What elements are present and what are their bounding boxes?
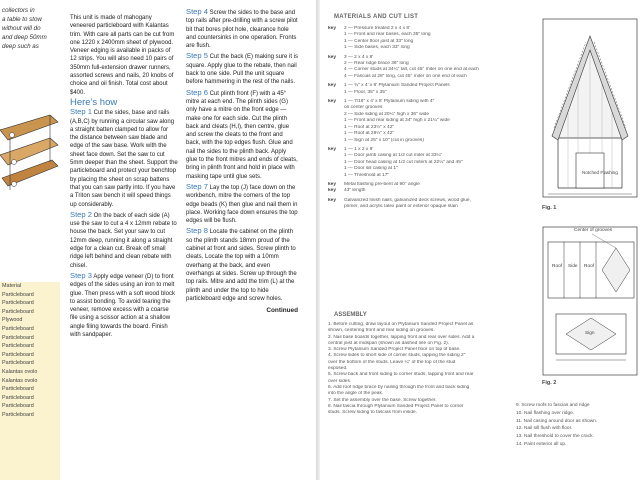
list-text: 2 — Side siding at 20¼" high x 36" wide	[344, 111, 430, 117]
continued-steps	[516, 402, 636, 449]
list-item: shown, centering front and rear siding on grooves.	[328, 328, 435, 334]
table-row: Particleboard	[2, 386, 34, 393]
list-text: 1 — 7/16" x 4' x 8' Plytanium siding with 4"	[344, 99, 435, 105]
fig2-diagram	[542, 226, 638, 376]
step-title: Step 3	[70, 270, 92, 280]
fig1-note: Notched Flashing	[582, 170, 618, 175]
list-item: over sides.	[328, 378, 352, 384]
intro-text	[2, 6, 58, 51]
list-key: key	[328, 146, 337, 152]
table-row: Material	[2, 283, 22, 289]
list-item: 11. Nail casing around door as shown.	[516, 418, 598, 424]
list-key: key	[328, 99, 337, 105]
step-4	[186, 8, 298, 50]
table-row: Particleboard	[2, 300, 34, 307]
table-row: Particleboard	[2, 343, 34, 350]
step-text: Lay the top (J) face down on the workbench, mitre the corners of the top edge beads (K) then glue and nail them in place. Working face down ensures the top edges will be flush.	[186, 184, 298, 225]
intro-line: a table to stow	[2, 16, 42, 23]
list-item	[328, 204, 508, 210]
cut-list	[328, 26, 508, 211]
right-column	[186, 8, 298, 315]
list-text: 3 — 2 x 4 x 8'	[344, 54, 374, 60]
continued-note: Continued	[266, 307, 298, 315]
table-row: Particleboard	[2, 403, 34, 410]
intro-line: and deep 50mm	[2, 34, 47, 41]
fig2-label-sign: Sign	[585, 331, 595, 336]
list-text: 1 — Side bases, each 33" long	[344, 45, 410, 51]
step-title: Step 4	[186, 7, 208, 16]
list-text: 4 — Corner studs at 34¼" tall, cut 45° miter on one end at each	[344, 67, 479, 73]
table-row: Kalantas ovolo	[2, 368, 38, 375]
step-title: Step 7	[186, 181, 208, 191]
list-item: 7. Set the assembly over the base. Screw together.	[328, 397, 437, 403]
fig1-label: Fig. 1	[542, 205, 557, 211]
list-item: studs. Screw siding to fascias from inside.	[328, 410, 418, 416]
fig2-center-label: Center of grooves	[574, 228, 613, 233]
list-item: 10. Nail flashing over ridge.	[516, 410, 575, 416]
list-item: 9. Screw roofs to fascias and ridge	[516, 403, 590, 408]
list-item: 14. Paint exterior all up.	[516, 441, 567, 447]
step-2	[70, 211, 178, 270]
list-text: 1 — Front and rear bases, each 35" long	[344, 32, 431, 38]
table-row: Particleboard	[2, 308, 34, 315]
list-key: key	[328, 54, 337, 60]
list-text: 1 — Sign at 25" x 10" (cut in grooves)	[344, 137, 424, 143]
list-text: 43" length	[344, 188, 366, 194]
list-item: 3. Screw Plytanium Sanded Project Panel floor on top of base.	[328, 347, 461, 353]
table-row: Kalantas ovolo	[2, 377, 38, 384]
list-item: 2. Nail base boards together, lapping front and rear over sides. Add a	[328, 334, 475, 340]
step-7	[186, 183, 298, 225]
table-row: Particleboard	[2, 360, 34, 367]
list-text: 1 — Floor, 35" x 35"	[344, 89, 387, 95]
list-key: key	[328, 188, 337, 194]
list-key: key	[328, 197, 337, 203]
list-item: 8. Nail fascia through Plytanium Sanded Project Panel to corner	[328, 403, 464, 409]
list-text: 1 — Front and rear siding at 34" high x 21¼" wide	[344, 118, 450, 124]
list-item: 5. Screw back and front siding to corner studs, lapping front and rear	[328, 372, 474, 378]
list-key: key	[328, 26, 337, 31]
step-text: Screw the sides to the base and top rails after pre-drilling with a screw pilot bit that bores pilot hole, clearance hole and countersinks in one operation. Fronts are flush.	[186, 10, 298, 50]
intro-line: deep such as	[2, 43, 39, 50]
step-6	[186, 89, 298, 181]
list-text: 1 — Door head casing at 1/2 cut miters at 22¼" and 45"	[344, 159, 463, 165]
list-item: into the angle of the peak.	[328, 391, 384, 397]
list-text: 1 — Door sill casing at 1"	[344, 166, 398, 172]
step-title: Step 6	[186, 87, 208, 97]
list-item: 12. Nail sill flush with floor.	[516, 426, 573, 432]
left-column	[70, 14, 178, 341]
list-item: exposed.	[328, 366, 348, 372]
list-text: 1 — Center floor joist at 33" long	[344, 38, 414, 44]
list-text: 1 — Door jamb casing at 1/2 cut miter at 33¼"	[344, 153, 443, 159]
list-text: 1 — 1 x 2 x 8'	[344, 146, 374, 152]
left-page	[0, 0, 316, 480]
list-item: 13. Nail threshold to cover the crack.	[516, 434, 594, 440]
assembly-list	[328, 322, 512, 416]
step-title: Step 8	[186, 226, 208, 236]
list-text: Metal flashing pre-bent at 90° angle	[344, 181, 420, 187]
fig2-label: Fig. 2	[542, 380, 557, 386]
list-text: primer, and acrylic latex paint or exterior opaque stain	[344, 204, 458, 210]
step-text: Locate the cabinet on the plinth so the plinth stands 18mm proud of the cabinet at front and sides. Screw plinth to cleats. Locate the top with a 10mm overhang at the back, and even overhangs at sides. Screw up through the top rails. Mitre and add the trim (L) at the plinth and under the top to hide particleboard edge and screw holes.	[186, 229, 297, 302]
table-row: Particleboard	[2, 334, 34, 341]
list-text: 1 — Roof at 23½" x 42"	[344, 124, 395, 130]
table-row: Particleboard	[2, 325, 34, 332]
list-item: central joist at midspan (shown as dashed line on Fig. 2).	[328, 340, 450, 346]
step-text: On the back of each side (A) use the saw to cut a 4 x 12mm rebate to house the back. Set your saw to cut 12mm deep, running it along a straight edge for a clean cut. Break off small ridge left behind and clean rebate with chisel.	[70, 212, 177, 269]
list-text: 1 — Roof at 29½" x 42"	[344, 131, 395, 137]
list-key: key	[328, 83, 337, 89]
step-text: Apply edge veneer (D) to front edges of the sides using an iron to melt glue. Then press with a soft wood block to assist bonding. To avoid tearing the veneer, remove excess with a coarse file using a scissor action at a shallow angle filing towards the board. Finish with sandpaper.	[70, 273, 175, 338]
list-item: over the bottom of the studs. Leave ¼" of the top of the stud	[328, 359, 456, 365]
list-item: 1. Before cutting, draw layout on Plytanium Sanded Project Panel as	[328, 322, 474, 327]
table-row: Particleboard	[2, 291, 34, 298]
list-text: 4 — Fascias at 28" long, cut 45° miter on one end of each	[344, 73, 467, 79]
step-title: Step 5	[186, 51, 208, 61]
table-row: Particleboard	[2, 411, 34, 418]
step-5	[186, 52, 298, 86]
list-item: 6. Add roof ridge brace by nailing through the front and back siding	[328, 384, 470, 390]
list-item: 4. Screw sides to short side of corner studs, lapping the siding 2"	[328, 353, 466, 359]
table-row: Particleboard	[2, 351, 34, 358]
table-row: Plywood	[2, 317, 23, 324]
cabinet-diagram	[0, 100, 60, 200]
intro-paragraph: This unit is made of mahogany veneered particleboard with Kalantas trim. With care all parts can be cut from one 1220 x 2400mm sheet of plywood. Veneer edging is available in packs of 12 strips. You will also need 10 pairs of 350mm full-extension drawer runners, assorted screws and nails, 20 knobs of choice and oil finish. Total cost about $400.	[70, 15, 175, 96]
step-text: Cut plinth front (F) with a 45° mitre at each end. The plinth sides (G) only have a mitre on the front edge — make one for each side. Cut the plinth back and cleats (H,I), then centre, glue and screw the cleats to the front and back, with the top edges flush. Glue and nail the sides to the plinth back. Apply glue to the front mitres and ends of cleats, bring in plinth front and hold in place with masking tape until glue sets.	[186, 90, 298, 180]
list-text: 1 — Threshold at 17"	[344, 172, 390, 178]
step-text: Cut the back (E) making sure it is square. Apply glue to the rebate, then nail back to one side. Pull the unit square before hammering in the rest of the nails.	[186, 54, 299, 86]
fig2-label-roof: Roof	[552, 264, 563, 269]
list-text: Galvanized finish nails, galvanized deck screws, wood glue,	[344, 197, 471, 203]
step-3	[70, 272, 178, 339]
intro-line: without will do	[2, 25, 41, 32]
assembly-title: ASSEMBLY	[334, 312, 367, 318]
list-text: 1 — ¾" x 4' x 8' Plytanium Sanded Project Panels	[344, 83, 450, 89]
materials-table	[0, 282, 60, 480]
intro-line: collectors in	[2, 7, 35, 14]
fig2-label-roof-2: Roof	[584, 264, 595, 269]
step-text: Cut the sides, base and rails (A,B,C) by running a circular saw along a straight batten clamped to allow for the distance between saw blade and edge of the saw base. Work with the sheet face down. Set the saw to cut 5mm deeper than the sheet. Support the particleboard and protect your benchtop by placing the sheet on scrap battens that you can saw partly into. If you have a Triton saw bench it will speed things up considerably.	[70, 110, 178, 208]
materials-title: MATERIALS AND CUT LIST	[334, 14, 419, 20]
step-8	[186, 227, 298, 303]
list-text: 2 — Rear ridge brace 36" long	[344, 61, 409, 67]
step-title: Step 1	[70, 107, 92, 117]
list-text: 2 — Pressure treated 2 x 4 x 8'	[344, 26, 410, 31]
section-heading: Here's how	[70, 96, 118, 108]
table-row: Particleboard	[2, 394, 34, 401]
step-title: Step 2	[70, 209, 92, 219]
list-key: key	[328, 181, 337, 187]
list-text: on center grooves	[344, 105, 383, 111]
fig2-label-side: Side	[568, 264, 578, 269]
step-1	[70, 108, 178, 209]
